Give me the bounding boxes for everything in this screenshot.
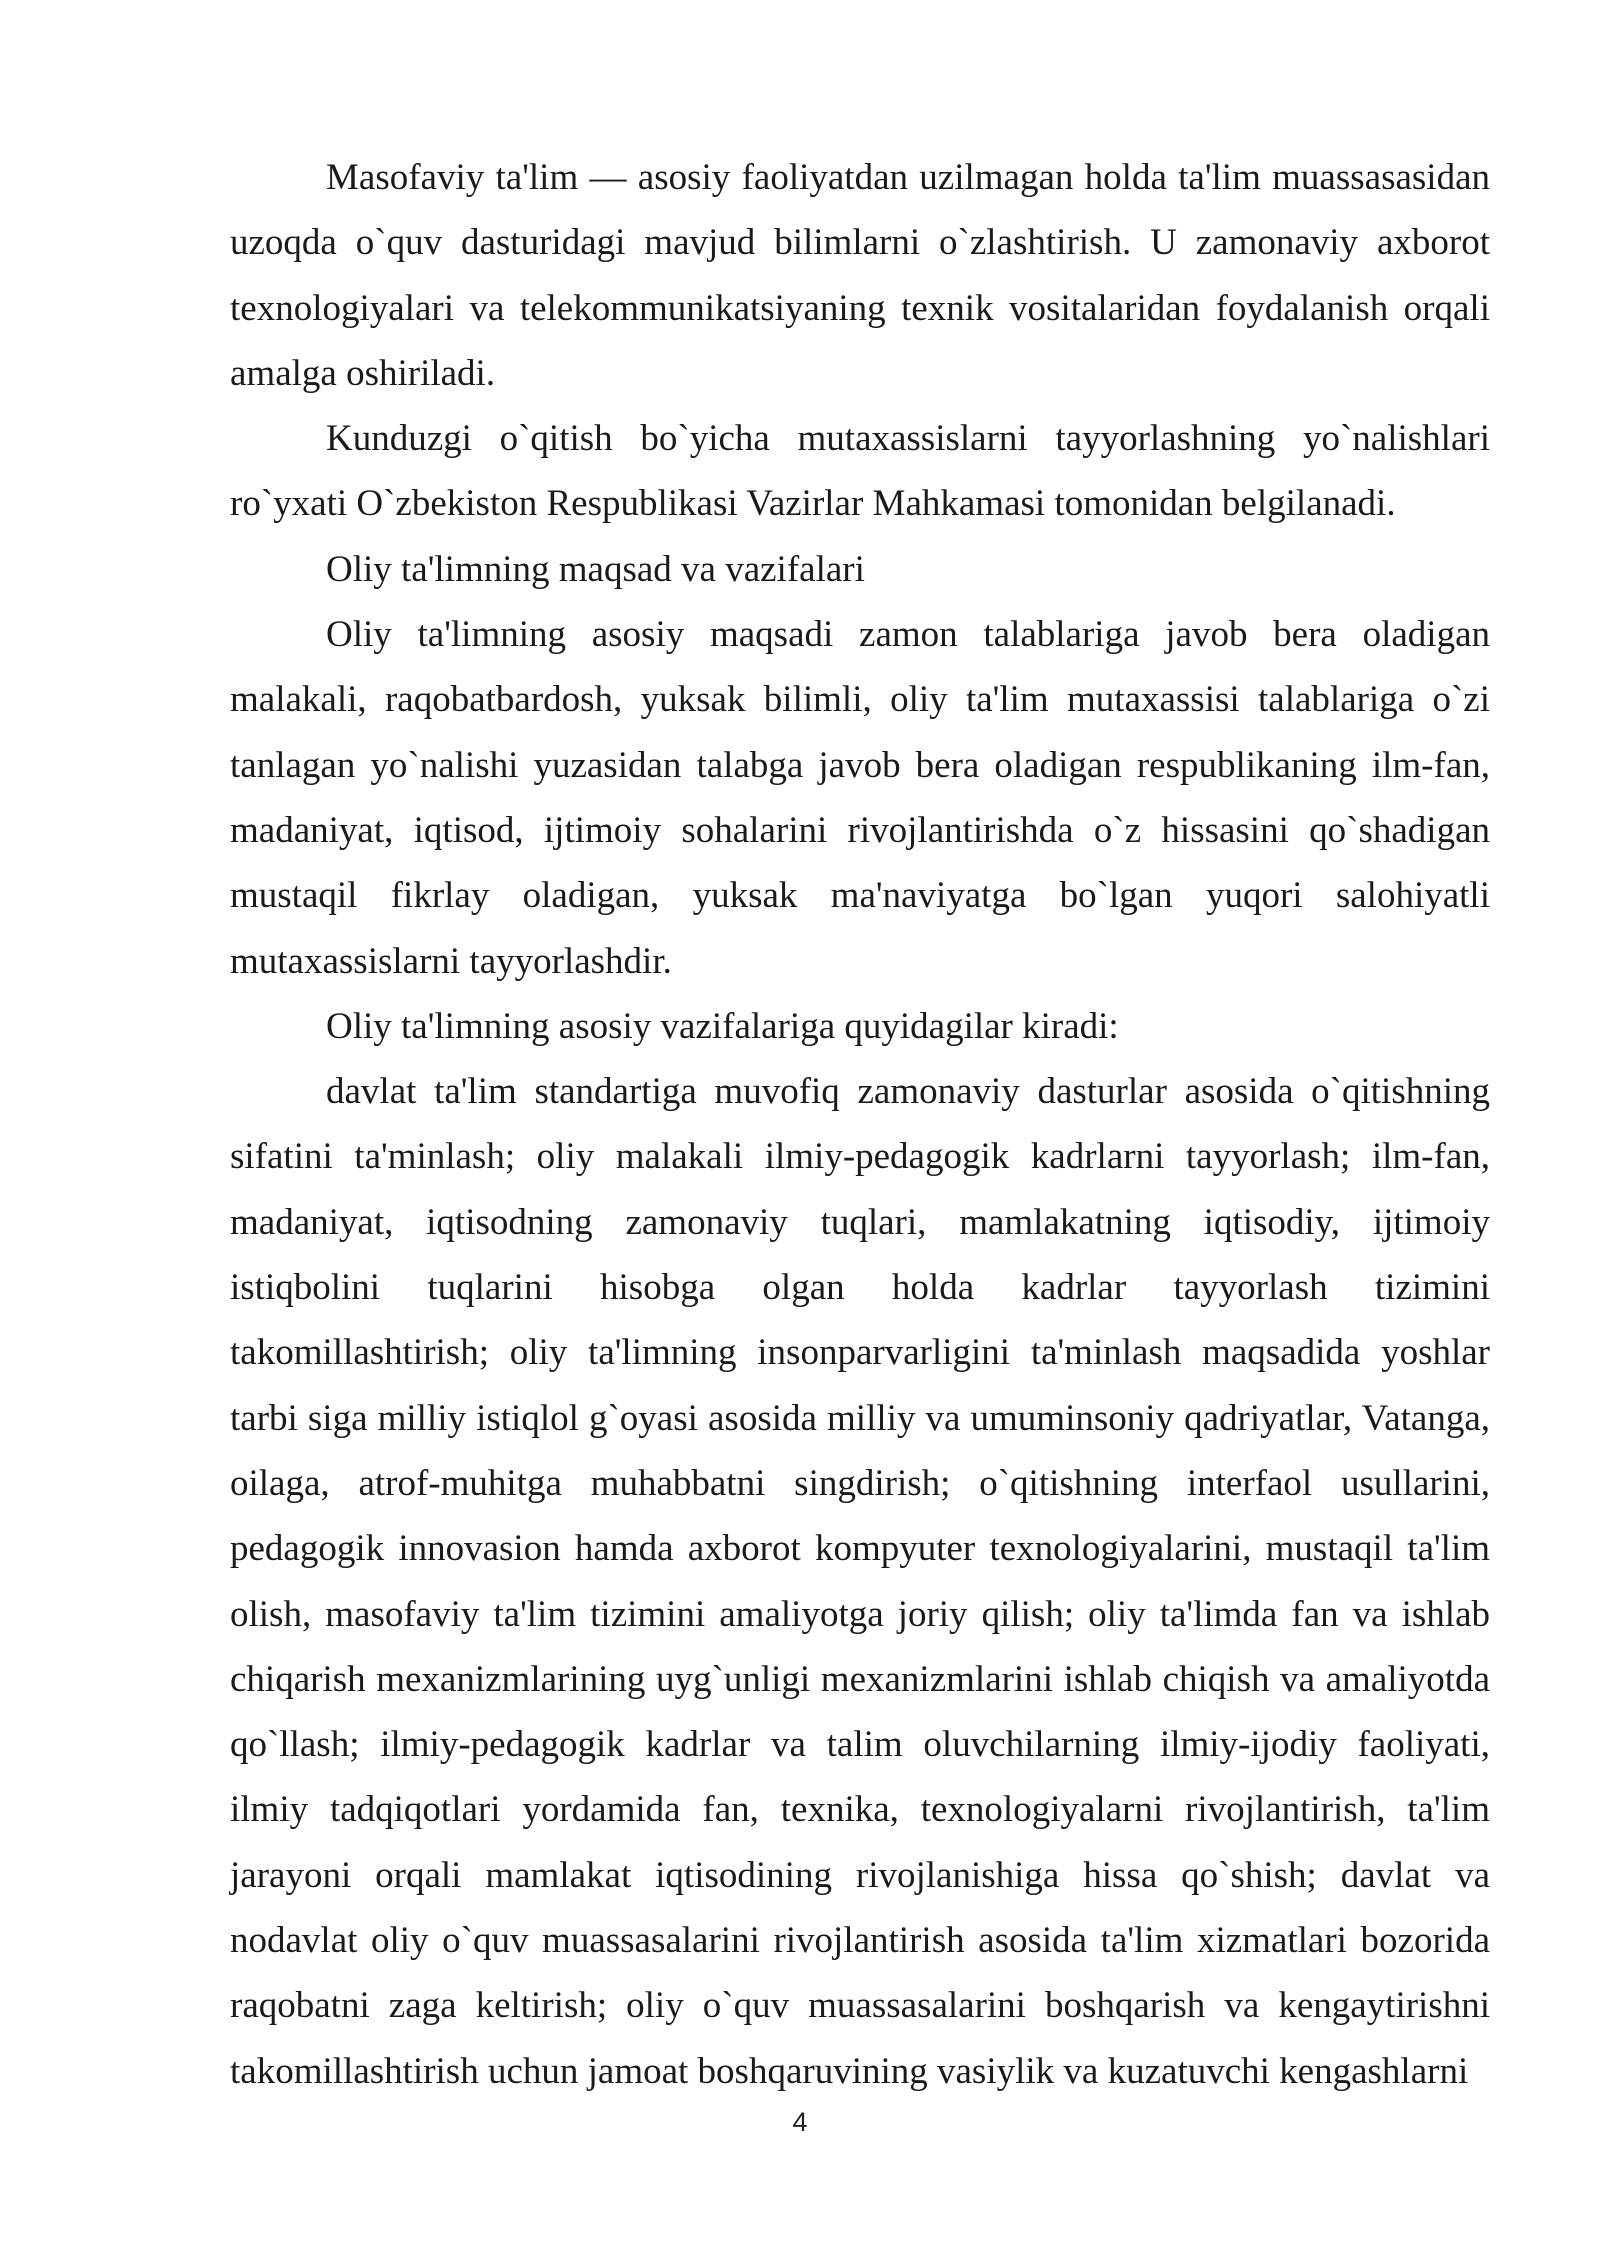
paragraph-tasks-list: davlat ta'lim standartiga muvofiq zamonaviy dasturlar asosida o`qitishning sifatini ta'minlash; oliy malakali ilmiy-pedagogik kadrlarni tayyorlash; ilm-fan, madaniyat, iqtisodning zamonaviy tuqlari, mamlakatning iqtisodiy, ijtimoiy istiqbolini tuqlarini hisobga olgan holda kadrlar tayyorlash tizimini takomillashtirish; oliy ta'limning insonparvarligini ta'minlash maqsadida yoshlar tarbi siga milliy istiqlol g`oyasi asosida milliy va umuminsoniy qadriyatlar, Vatanga, oilaga, atrof-muhitga muhabbatni singdirish; o`qitishning interfaol usullarini, pedagogik innovasion hamda axborot kompyuter texnologiyalarini, mustaqil ta'lim olish, masofaviy ta'lim tizimini amaliyotga joriy qilish; oliy ta'limda fan va ishlab chiqarish mexanizmlarining uyg`unligi mexanizmlarini ishlab chiqish va amaliyotda qo`llash; ilmiy-pedagogik kadrlar va talim oluvchilarning ilmiy-ijodiy faoliyati, ilmiy tadqiqotlari yordamida fan, texnika, texnologiyalarni rivojlantirish, ta'lim jarayoni orqali mamlakat iqtisodining rivojlanishiga hissa qo`shish; davlat va nodavlat oliy o`quv muassasalarini rivojlantirish asosida ta'lim xizmatlari bozorida raqobatni zaga keltirish; oliy o`quv muassasalarini boshqarish va kengaytirishni takomillashtirish uchun jamoat boshqaruvining vasiylik va kuzatuvchi kengashlarni <box>230 1071 1490 2092</box>
section-heading: Oliy ta'limning maqsad va vazifalari <box>326 548 865 590</box>
paragraph-tasks-intro: Oliy ta'limning asosiy vazifalariga quyidagilar kiradi: <box>326 1005 1119 1047</box>
paragraph-main-goal: Oliy ta'limning asosiy maqsadi zamon talablariga javob bera oladigan malakali, raqobatbardosh, yuksak bilimli, oliy ta'lim mutaxassisi talablariga o`zi tanlagan yo`nalishi yuzasidan talabga javob bera oladigan respublikaning ilm-fan, madaniyat, iqtisod, ijtimoiy sohalarini rivojlantirishda o`z hissasini qo`shadigan mustaqil fikrlay oladigan, yuksak ma'naviyatga bo`lgan yuqori salohiyatli mutaxassislarni tayyorlashdir. <box>230 614 1490 982</box>
page-body <box>230 145 1490 2104</box>
paragraph-distance-learning: Masofaviy ta'lim — asosiy faoliyatdan uzilmagan holda ta'lim muassasasidan uzoqda o`quv dasturidagi mavjud bilimlarni o`zlashtirish. U zamonaviy axborot texnologiyalari va telekommunikatsiyaning texnik vositalaridan foydalanish orqali amalga oshiriladi. <box>230 157 1490 394</box>
page-number: 4 <box>792 2107 808 2137</box>
paragraph-daytime-training: Kunduzgi o`qitish bo`yicha mutaxassislarni tayyorlashning yo`nalishlari ro`yxati O`zbekiston Respublikasi Vazirlar Mahkamasi tomonidan belgilanadi. <box>230 418 1490 525</box>
